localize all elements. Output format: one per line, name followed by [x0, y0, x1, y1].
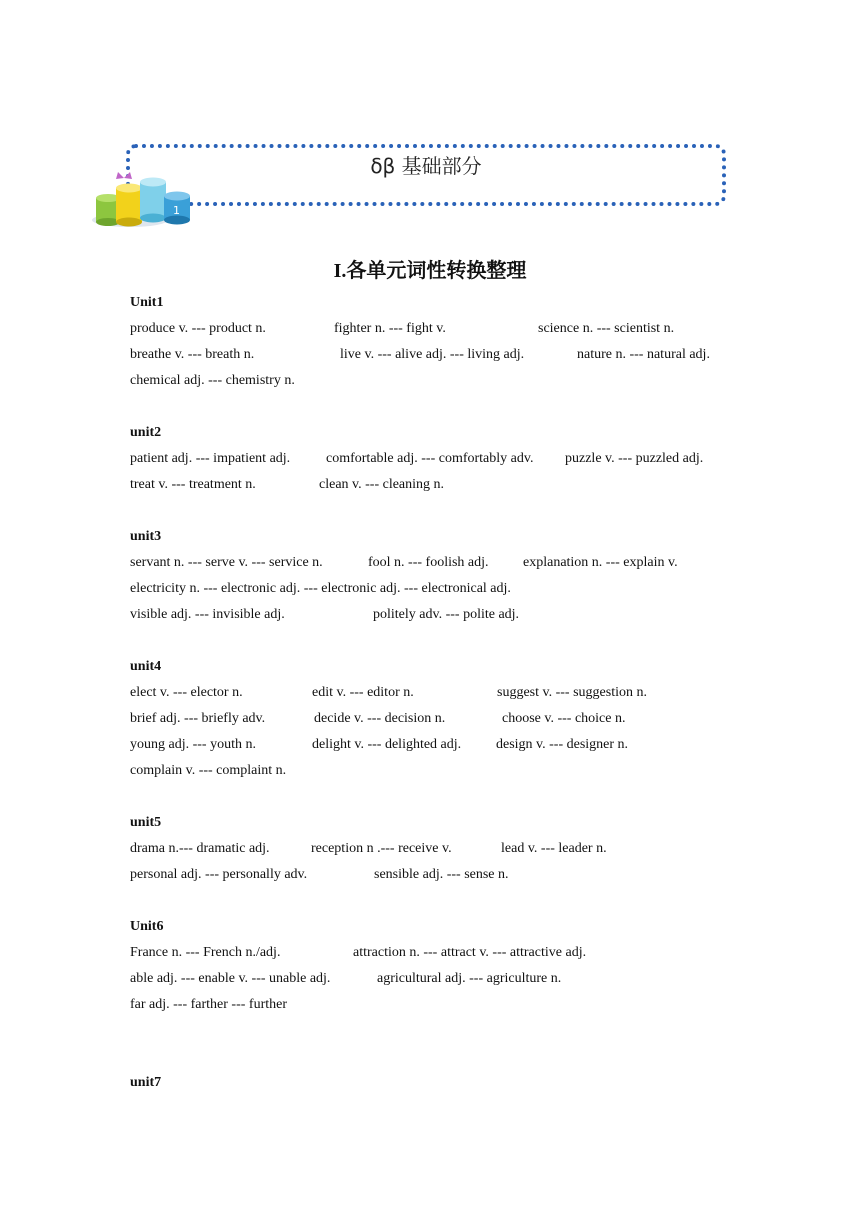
unit-list [130, 290, 750, 1122]
word-pair: live v. --- alive adj. --- living adj. [340, 347, 525, 362]
word-pair: attraction n. --- attract v. --- attractive adj. [353, 945, 587, 960]
section-title: I.各单元词性转换整理 [333, 260, 527, 282]
word-line [130, 316, 750, 342]
word-line [130, 472, 750, 498]
word-pair: choose v. --- choice n. [502, 711, 626, 726]
word-pair: politely adv. --- polite adj. [373, 607, 520, 622]
word-line [130, 706, 750, 732]
chart-cylinders-icon [90, 172, 200, 230]
unit-title: unit5 [130, 815, 162, 830]
word-pair: young adj. --- youth n. [130, 737, 256, 752]
word-line [130, 758, 750, 784]
unit-title: Unit6 [130, 919, 164, 934]
unit-3 [130, 524, 750, 628]
word-pair: edit v. --- editor n. [312, 685, 414, 700]
word-pair: reception n .--- receive v. [311, 841, 452, 856]
word-pair: explanation n. --- explain v. [523, 555, 678, 570]
word-line [130, 836, 750, 862]
word-pair: design v. --- designer n. [496, 737, 629, 752]
word-line [130, 732, 750, 758]
banner-title: δβ 基础部分 [370, 154, 482, 178]
unit-title: unit3 [130, 529, 162, 544]
unit-6 [130, 914, 750, 1018]
word-line [130, 368, 750, 394]
unit-title: unit2 [130, 425, 162, 440]
word-line [130, 602, 750, 628]
word-pair: elect v. --- elector n. [130, 685, 243, 700]
word-line [130, 680, 750, 706]
word-line [130, 550, 750, 576]
word-line [130, 992, 750, 1018]
unit-7 [130, 1070, 750, 1096]
word-pair: lead v. --- leader n. [501, 841, 607, 856]
word-line [130, 342, 750, 368]
word-pair: able adj. --- enable v. --- unable adj. [130, 971, 331, 986]
word-pair: delight v. --- delighted adj. [312, 737, 462, 752]
word-pair: servant n. --- serve v. --- service n. [130, 555, 323, 570]
unit-title: unit7 [130, 1075, 162, 1090]
word-line [130, 940, 750, 966]
unit-title: Unit1 [130, 295, 164, 310]
word-pair: clean v. --- cleaning n. [319, 477, 445, 492]
unit-1 [130, 290, 750, 394]
word-pair: visible adj. --- invisible adj. [130, 607, 285, 622]
word-pair: patient adj. --- impatient adj. [130, 451, 291, 466]
word-pair: produce v. --- product n. [130, 321, 266, 336]
unit-5 [130, 810, 750, 888]
word-pair: science n. --- scientist n. [538, 321, 675, 336]
word-pair: France n. --- French n./adj. [130, 945, 281, 960]
word-line [130, 446, 750, 472]
section-banner [126, 144, 726, 206]
word-pair: brief adj. --- briefly adv. [130, 711, 266, 726]
word-pair: electricity n. --- electronic adj. --- electronic adj. --- electronical adj. [130, 581, 511, 596]
word-pair: nature n. --- natural adj. [577, 347, 710, 362]
word-pair: decide v. --- decision n. [314, 711, 446, 726]
word-pair: drama n.--- dramatic adj. [130, 841, 270, 856]
word-line [130, 862, 750, 888]
word-pair: suggest v. --- suggestion n. [497, 685, 647, 700]
word-pair: fool n. --- foolish adj. [368, 555, 489, 570]
svg-text:1: 1 [173, 204, 180, 217]
word-pair: sensible adj. --- sense n. [374, 867, 509, 882]
word-pair: agricultural adj. --- agriculture n. [377, 971, 562, 986]
word-pair: puzzle v. --- puzzled adj. [565, 451, 704, 466]
unit-4 [130, 654, 750, 784]
word-pair: breathe v. --- breath n. [130, 347, 255, 362]
word-pair: complain v. --- complaint n. [130, 763, 287, 778]
word-pair: comfortable adj. --- comfortably adv. [326, 451, 534, 466]
word-line [130, 576, 750, 602]
unit-2 [130, 420, 750, 498]
word-pair: far adj. --- farther --- further [130, 997, 288, 1012]
unit-title: unit4 [130, 659, 162, 674]
word-pair: treat v. --- treatment n. [130, 477, 256, 492]
word-pair: personal adj. --- personally adv. [130, 867, 308, 882]
word-pair: chemical adj. --- chemistry n. [130, 373, 295, 388]
word-line [130, 966, 750, 992]
word-pair: fighter n. --- fight v. [334, 321, 446, 336]
